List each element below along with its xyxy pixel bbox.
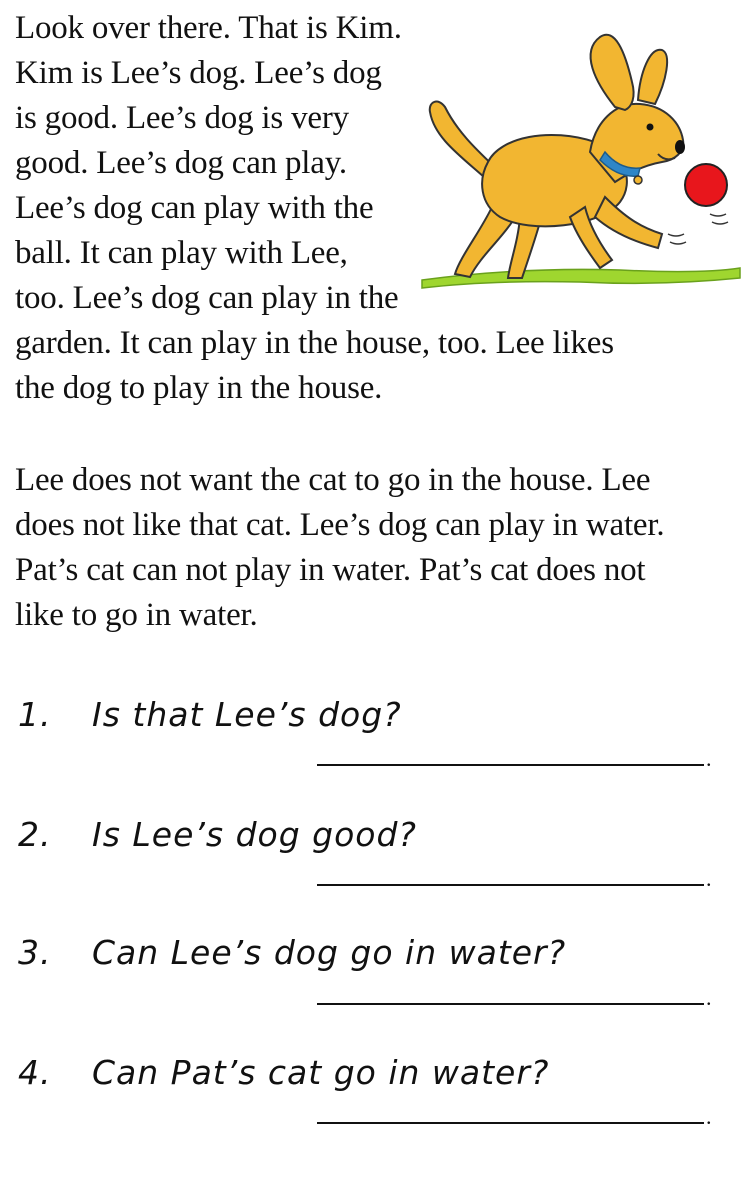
story-line: ball. It can play with Lee, (15, 235, 348, 271)
story-line: the dog to play in the house. (15, 370, 383, 406)
answer-line[interactable] (317, 1122, 704, 1124)
story-line: garden. It can play in the house, too. Lee likes (15, 325, 614, 361)
story-line: Pat’s cat can not play in water. Pat’s cat does not (15, 552, 646, 588)
question-number: 3. (18, 933, 52, 972)
question-text: Is Lee’s dog good? (92, 815, 417, 854)
story-line: good. Lee’s dog can play. (15, 145, 347, 181)
answer-line[interactable] (317, 764, 704, 766)
answer-period: . (706, 746, 712, 771)
question-number: 4. (18, 1053, 52, 1092)
question-text: Is that Lee’s dog? (92, 695, 402, 734)
story-line: Lee does not want the cat to go in the house. Lee (15, 462, 651, 498)
story-line: is good. Lee’s dog is very (15, 100, 349, 136)
story-line: Kim is Lee’s dog. Lee’s dog (15, 55, 382, 91)
dog-with-ball-icon (400, 12, 745, 292)
question-text: Can Pat’s cat go in water? (92, 1053, 550, 1092)
story-line: Look over there. That is Kim. (15, 10, 402, 46)
story-line: like to go in water. (15, 597, 258, 633)
question-number: 1. (18, 695, 52, 734)
question-text: Can Lee’s dog go in water? (92, 933, 567, 972)
story-line: does not like that cat. Lee’s dog can play in water. (15, 507, 665, 543)
question-number: 2. (18, 815, 52, 854)
story-line: too. Lee’s dog can play in the (15, 280, 399, 316)
answer-period: . (706, 866, 712, 891)
answer-period: . (706, 985, 712, 1010)
answer-line[interactable] (317, 884, 704, 886)
answer-period: . (706, 1104, 712, 1129)
answer-line[interactable] (317, 1003, 704, 1005)
story-line: Lee’s dog can play with the (15, 190, 374, 226)
